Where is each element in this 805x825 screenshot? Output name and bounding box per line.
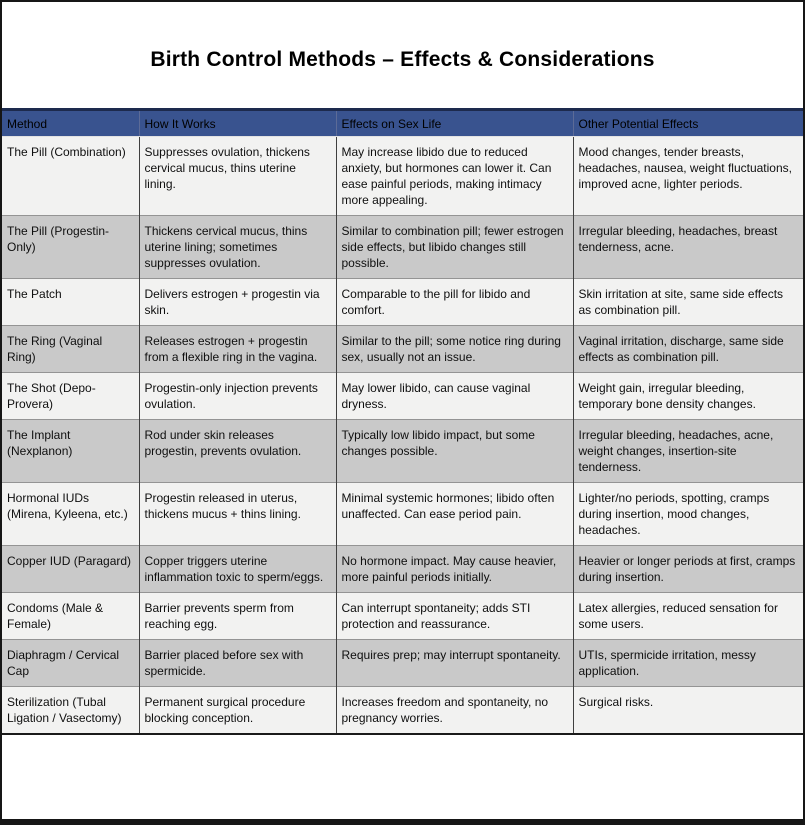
table-row bbox=[2, 546, 803, 593]
cell-method: The Patch bbox=[7, 287, 62, 301]
table-row bbox=[2, 373, 803, 420]
cell-other-effects: Vaginal irritation, discharge, same side effects as combination pill. bbox=[573, 326, 803, 373]
cell-how-it-works: Rod under skin releases progestin, prevents ovulation. bbox=[139, 420, 336, 483]
cell-how-it-works: Progestin-only injection prevents ovulation. bbox=[139, 373, 336, 420]
cell-other-effects: Irregular bleeding, headaches, acne, weight changes, insertion-site tenderness. bbox=[573, 420, 803, 483]
cell-how-it-works: Releases estrogen + progestin from a flexible ring in the vagina. bbox=[139, 326, 336, 373]
cell-method: Hormonal IUDs (Mirena, Kyleena, etc.) bbox=[7, 491, 128, 521]
cell-method: The Ring (Vaginal Ring) bbox=[7, 334, 103, 364]
cell-effects-sex-life: Can interrupt spontaneity; adds STI protection and reassurance. bbox=[336, 593, 573, 640]
cell-method: The Implant (Nexplanon) bbox=[7, 428, 73, 458]
cell-effects-sex-life: Minimal systemic hormones; libido often unaffected. Can ease period pain. bbox=[336, 483, 573, 546]
cell-method: Copper IUD (Paragard) bbox=[7, 554, 132, 568]
cell-how-it-works: Barrier prevents sperm from reaching egg. bbox=[139, 593, 336, 640]
page-title: Birth Control Methods – Effects & Considerations bbox=[150, 48, 655, 71]
table-row bbox=[2, 640, 803, 687]
cell-method: Sterilization (Tubal Ligation / Vasectomy) bbox=[7, 695, 122, 725]
cell-how-it-works: Suppresses ovulation, thickens cervical mucus, thins uterine lining. bbox=[139, 137, 336, 216]
birth-control-methods-table bbox=[2, 108, 803, 735]
cell-other-effects: Heavier or longer periods at first, cramps during insertion. bbox=[573, 546, 803, 593]
cell-other-effects: Latex allergies, reduced sensation for some users. bbox=[573, 593, 803, 640]
column-header-method: Method bbox=[2, 110, 139, 137]
cell-how-it-works: Delivers estrogen + progestin via skin. bbox=[139, 279, 336, 326]
table-row bbox=[2, 326, 803, 373]
cell-effects-sex-life: Similar to combination pill; fewer estrogen side effects, but libido changes still possible. bbox=[336, 216, 573, 279]
cell-effects-sex-life: Increases freedom and spontaneity, no pregnancy worries. bbox=[336, 687, 573, 735]
cell-effects-sex-life: May lower libido, can cause vaginal dryness. bbox=[336, 373, 573, 420]
cell-effects-sex-life: Requires prep; may interrupt spontaneity. bbox=[336, 640, 573, 687]
cell-other-effects: Surgical risks. bbox=[573, 687, 803, 735]
cell-method: The Shot (Depo-Provera) bbox=[7, 381, 96, 411]
cell-effects-sex-life: Typically low libido impact, but some changes possible. bbox=[336, 420, 573, 483]
cell-method: Diaphragm / Cervical Cap bbox=[7, 648, 120, 678]
table-row bbox=[2, 483, 803, 546]
cell-other-effects: Weight gain, irregular bleeding, temporary bone density changes. bbox=[573, 373, 803, 420]
cell-method: The Pill (Combination) bbox=[7, 145, 126, 159]
table-row bbox=[2, 137, 803, 216]
cell-effects-sex-life: Comparable to the pill for libido and comfort. bbox=[336, 279, 573, 326]
cell-how-it-works: Progestin released in uterus, thickens mucus + thins lining. bbox=[139, 483, 336, 546]
cell-other-effects: Lighter/no periods, spotting, cramps during insertion, mood changes, headaches. bbox=[573, 483, 803, 546]
column-header-effects-on-sex-life: Effects on Sex Life bbox=[336, 110, 573, 137]
cell-other-effects: Skin irritation at site, same side effects as combination pill. bbox=[573, 279, 803, 326]
cell-how-it-works: Thickens cervical mucus, thins uterine lining; sometimes suppresses ovulation. bbox=[139, 216, 336, 279]
table-row bbox=[2, 216, 803, 279]
column-header-other-potential-effects: Other Potential Effects bbox=[573, 110, 803, 137]
table-row bbox=[2, 687, 803, 735]
table-row bbox=[2, 279, 803, 326]
cell-other-effects: Irregular bleeding, headaches, breast tenderness, acne. bbox=[573, 216, 803, 279]
cell-other-effects: Mood changes, tender breasts, headaches, nausea, weight fluctuations, improved acne, lighter periods. bbox=[573, 137, 803, 216]
table-row bbox=[2, 420, 803, 483]
table-header-row bbox=[2, 110, 803, 137]
table-row bbox=[2, 593, 803, 640]
cell-method: Condoms (Male & Female) bbox=[7, 601, 104, 631]
cell-effects-sex-life: No hormone impact. May cause heavier, more painful periods initially. bbox=[336, 546, 573, 593]
cell-method: The Pill (Progestin-Only) bbox=[7, 224, 110, 254]
cell-other-effects: UTIs, spermicide irritation, messy application. bbox=[573, 640, 803, 687]
cell-effects-sex-life: Similar to the pill; some notice ring during sex, usually not an issue. bbox=[336, 326, 573, 373]
cell-effects-sex-life: May increase libido due to reduced anxiety, but hormones can lower it. Can ease painful periods, making intimacy more appealing. bbox=[336, 137, 573, 216]
cell-how-it-works: Permanent surgical procedure blocking conception. bbox=[139, 687, 336, 735]
page-bottom-edge bbox=[2, 819, 803, 825]
column-header-how-it-works: How It Works bbox=[139, 110, 336, 137]
cell-how-it-works: Copper triggers uterine inflammation toxic to sperm/eggs. bbox=[139, 546, 336, 593]
cell-how-it-works: Barrier placed before sex with spermicide. bbox=[139, 640, 336, 687]
